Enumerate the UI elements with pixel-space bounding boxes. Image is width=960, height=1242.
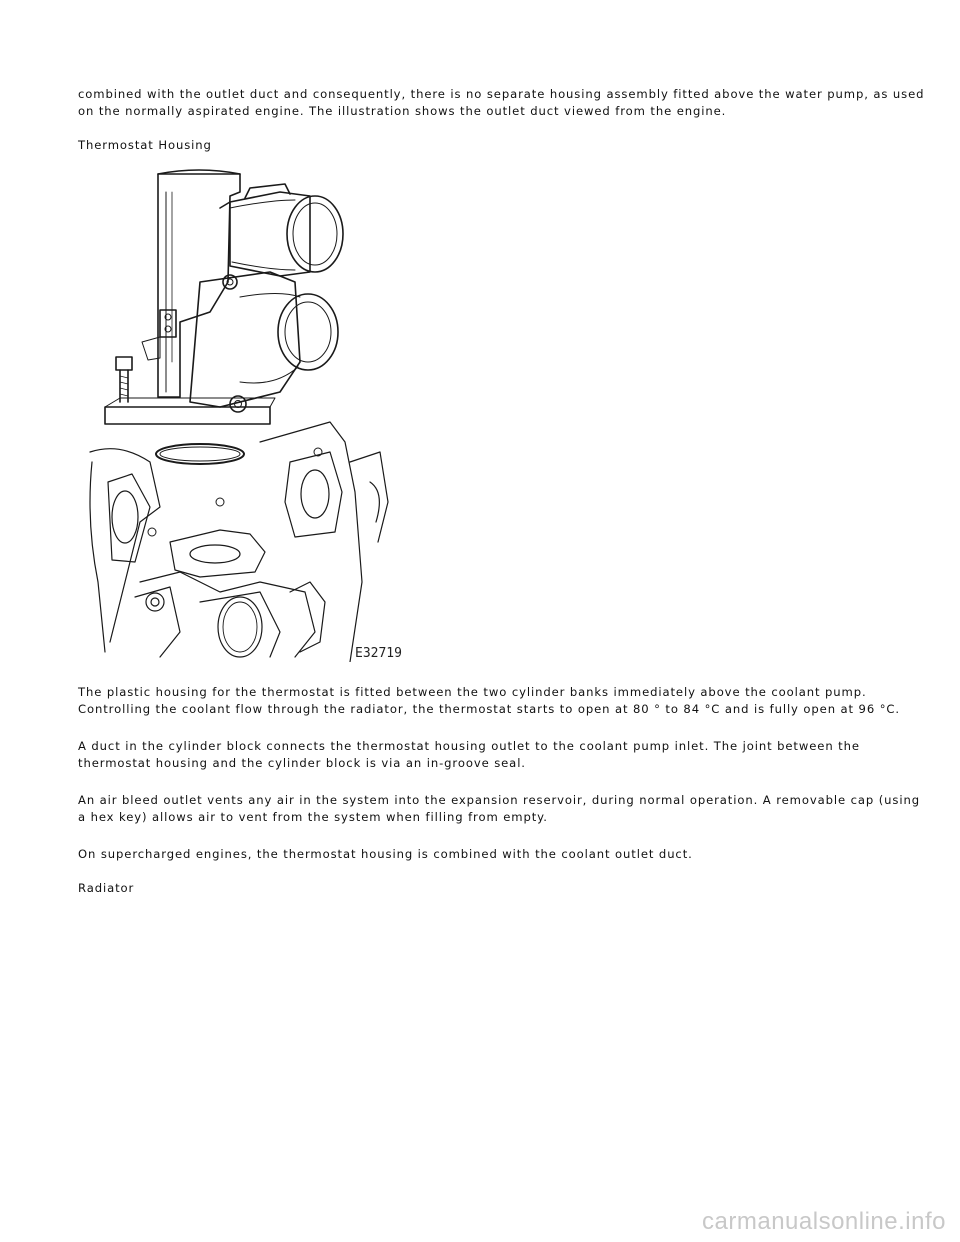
intro-paragraph-line-1: combined with the outlet duct and consequently, there is no separate housing assembly fitted above the water pump, as used (78, 87, 925, 101)
lower-spigot (190, 272, 338, 412)
intro-paragraph-line-2: on the normally aspirated engine. The illustration shows the outlet duct viewed from the engine. (78, 104, 727, 118)
upper-spigot (220, 184, 343, 276)
paragraph-1-line-2: Controlling the coolant flow through the radiator, the thermostat starts to open at 80 ° to 84 °C and is fully open at 96 °C. (78, 702, 900, 716)
paragraph-3-line-1: An air bleed outlet vents any air in the system into the expansion reservoir, during normal operation. A removable cap (using (78, 793, 920, 807)
watermark-logo: carmanualsonline.info (702, 1208, 946, 1235)
paragraph-1-line-1: The plastic housing for the thermostat is fitted between the two cylinder banks immediately above the coolant pump. (78, 685, 867, 699)
paragraph-2-line-1: A duct in the cylinder block connects the thermostat housing outlet to the coolant pump inlet. The joint between the (78, 739, 860, 753)
paragraph-4: On supercharged engines, the thermostat housing is combined with the coolant outlet duct. (78, 847, 693, 861)
section-heading-thermostat-housing: Thermostat Housing (78, 138, 212, 152)
mounting-flange (105, 407, 270, 424)
paragraph-3-line-2: a hex key) allows air to vent from the system when filling from empty. (78, 810, 548, 824)
thermostat-housing-illustration (80, 162, 410, 662)
figure-label: E32719 (355, 646, 402, 661)
bolt (116, 357, 132, 402)
paragraph-2-line-2: thermostat housing and the cylinder block is via an in-groove seal. (78, 756, 526, 770)
section-heading-radiator: Radiator (78, 881, 135, 895)
